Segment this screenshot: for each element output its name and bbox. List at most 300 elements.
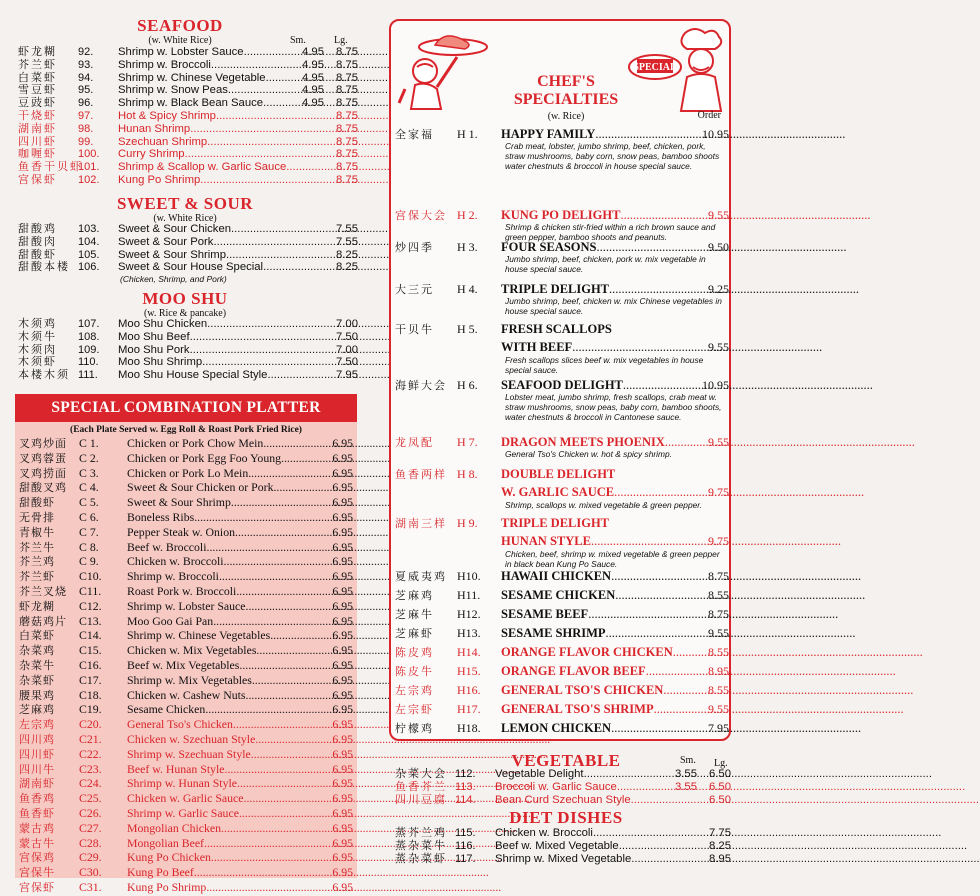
- chinese-name: 本楼木须: [18, 369, 70, 382]
- item-number: 100.: [78, 148, 100, 161]
- chinese-name: 甜酸虾: [19, 497, 55, 510]
- chinese-name: 叉鸡捞面: [19, 467, 67, 480]
- item-name-text: W. GARLIC SAUCE: [501, 485, 615, 499]
- chinese-name: 四川鸡: [19, 733, 55, 746]
- chinese-name: 四川虾: [19, 748, 55, 761]
- item-name: [118, 344, 290, 357]
- item-name-text: FRESH SCALLOPS: [501, 322, 612, 336]
- chinese-name: 青椒牛: [19, 526, 55, 539]
- item-name: [495, 768, 663, 781]
- chinese-name: 白菜虾: [18, 71, 57, 84]
- item-number: 103.: [78, 223, 100, 235]
- price-small: 4.95: [302, 97, 324, 110]
- price-large: 8.75: [336, 122, 358, 135]
- item-name: [118, 84, 290, 97]
- chinese-name: 宫保虾: [18, 173, 57, 186]
- item-name: [118, 356, 290, 369]
- item-name: [501, 534, 695, 549]
- item-name-text: Sweet & Sour Shrimp: [127, 495, 231, 510]
- item-price: 9.55: [708, 702, 729, 716]
- menu-item-row: [18, 356, 358, 369]
- price-large: 6.50: [709, 780, 731, 793]
- item-name-text: Chicken or Pork Egg Foo Young: [127, 450, 282, 465]
- item-name-text: HAPPY FAMILY: [501, 127, 596, 141]
- item-name-text: Sweet & Sour Pork: [118, 235, 214, 248]
- item-price: 9.50: [708, 240, 729, 254]
- item-name: [127, 452, 319, 466]
- item-name-text: Moo Shu Shrimp: [118, 356, 203, 369]
- item-name: [118, 97, 290, 110]
- platter-item-row: [15, 851, 357, 866]
- menu-item-row: [18, 318, 358, 331]
- item-price: 6.95: [332, 539, 353, 554]
- item-number: H14.: [457, 645, 481, 659]
- item-name: [495, 853, 663, 866]
- item-name: [127, 496, 319, 510]
- item-name-text: ORANGE FLAVOR BEEF: [501, 664, 646, 678]
- item-name-text: Sweet & Sour House Special: [118, 261, 264, 274]
- price-large: 8.25: [709, 839, 731, 852]
- item-number: C25.: [79, 791, 102, 806]
- item-name-text: Kung Po Beef: [127, 865, 194, 880]
- item-name: [127, 763, 319, 777]
- item-name: [127, 822, 319, 836]
- seafood-size-small: Sm.: [290, 35, 306, 46]
- item-name-text: Hunan Shrimp: [118, 122, 191, 135]
- item-price: 8.55: [708, 588, 729, 602]
- item-price: 6.95: [332, 731, 353, 746]
- item-number: 98.: [78, 122, 94, 135]
- item-number: C18.: [79, 687, 102, 702]
- chinese-name: 木须鸡: [18, 318, 57, 330]
- item-name-text: Chicken w. Broccoli: [127, 554, 224, 569]
- item-price: 6.95: [332, 524, 353, 539]
- item-name-text: Shrimp w. Mix Vegetables: [127, 672, 252, 687]
- platter-item-row: [15, 511, 357, 526]
- item-price: 6.95: [332, 791, 353, 806]
- item-price: 7.95: [708, 721, 729, 735]
- platter-item-row: [15, 777, 357, 792]
- specialty-row: [395, 281, 729, 297]
- chinese-name: 木须牛: [18, 330, 57, 343]
- item-description: Shrimp & chicken stir-fried within a rich brown sauce and green pepper, bamboo shoots and peanuts.: [505, 222, 716, 242]
- chinese-name: 鱼香两样: [395, 469, 447, 481]
- platter-item-row: [15, 570, 357, 585]
- price-large: 6.50: [709, 768, 731, 780]
- item-number: 105.: [78, 248, 100, 261]
- sweet-sour-subtitle: (w. White Rice): [153, 213, 217, 224]
- item-description: Fresh scallops slices beef w. mix vegetables in house special sauce.: [505, 355, 704, 375]
- item-name-text: FOUR SEASONS: [501, 240, 597, 254]
- item-name-text: Moo Shu Beef: [118, 330, 190, 343]
- item-name-text: TRIPLE DELIGHT: [501, 516, 610, 530]
- item-name: [127, 733, 319, 747]
- platter-item-row: [15, 629, 357, 644]
- item-name: [501, 240, 695, 255]
- chinese-name: 甜酸鸡: [18, 223, 57, 235]
- chinese-name: 叉鸡炒面: [19, 438, 67, 450]
- item-name-text: Roast Pork w. Broccoli: [127, 583, 237, 598]
- item-name-text: Moo Goo Gai Pan: [127, 613, 214, 628]
- menu-item-row: [18, 148, 358, 161]
- item-number: 97.: [78, 109, 94, 122]
- sweet-sour-header: [0, 195, 370, 224]
- item-number: H 1.: [457, 127, 478, 141]
- item-number: C21.: [79, 731, 102, 746]
- chef-illustration: [615, 27, 729, 117]
- item-name: [118, 59, 290, 72]
- item-name: [501, 127, 695, 142]
- item-price: 6.95: [332, 820, 353, 835]
- item-number: H16.: [457, 683, 481, 697]
- platter-item-row: [15, 807, 357, 822]
- specialty-row: [395, 466, 729, 482]
- item-name: [127, 689, 319, 703]
- chinese-name: 四川豆腐: [395, 793, 447, 806]
- chinese-name: 木须虾: [18, 356, 57, 369]
- item-name: [501, 683, 695, 698]
- price-small: 4.95: [302, 71, 324, 84]
- item-name: [127, 837, 319, 851]
- item-number: C17.: [79, 672, 102, 687]
- item-name: [127, 615, 319, 629]
- item-number: 110.: [78, 356, 99, 369]
- item-number: C30.: [79, 865, 102, 880]
- platter-item-row: [15, 555, 357, 570]
- chinese-name: 湖南虾: [18, 122, 57, 135]
- chinese-name: 干贝牛: [395, 324, 434, 336]
- chinese-name: 杂菜鸡: [19, 645, 55, 658]
- platter-list: [15, 437, 357, 896]
- item-price: 6.95: [332, 746, 353, 761]
- price-large: 6.50: [709, 793, 731, 806]
- chinese-name: 芥兰鸡: [19, 556, 55, 569]
- specialty-row: [395, 126, 729, 142]
- item-number: 104.: [78, 235, 100, 248]
- item-number: 117.: [455, 852, 476, 865]
- item-number: C19.: [79, 702, 102, 717]
- item-price: 9.75: [708, 485, 729, 499]
- chinese-name: 无骨排: [19, 511, 55, 524]
- item-number: C31.: [79, 879, 102, 894]
- specialty-row: [395, 568, 729, 584]
- price-large: 8.75: [336, 135, 358, 148]
- item-number: 95.: [78, 84, 94, 97]
- specialty-row: [395, 606, 729, 622]
- item-price: 6.95: [332, 480, 353, 495]
- item-price: 6.95: [332, 702, 353, 717]
- platter-item-row: [15, 437, 357, 452]
- item-number: 115.: [455, 827, 476, 839]
- chefs-specialties-title: [501, 73, 631, 109]
- chef-subtitle: (w. Rice): [547, 111, 585, 122]
- item-name: [118, 223, 290, 236]
- item-description: Chicken, beef, shrimp w. mixed vegetable & green pepper in black bean Kung Po Sauce.: [505, 549, 720, 569]
- item-price: 10.95: [702, 127, 729, 141]
- item-name: [127, 585, 319, 599]
- item-number: 116.: [455, 839, 476, 852]
- item-number: 96.: [78, 97, 94, 110]
- item-number: C24.: [79, 776, 102, 791]
- item-number: 112.: [455, 768, 476, 780]
- item-number: C11.: [79, 583, 102, 598]
- special-sign-text: SPECIAL: [633, 62, 677, 73]
- chinese-name: 虾龙糊: [19, 600, 55, 613]
- sweet-sour-title: SWEET & SOUR: [116, 194, 254, 213]
- item-name: [501, 721, 695, 736]
- chinese-name: 蘑菇鸡片: [19, 615, 67, 628]
- chinese-name: 宫保大会: [395, 210, 447, 222]
- item-price: 6.95: [332, 687, 353, 702]
- platter-item-row: [15, 674, 357, 689]
- item-price: 9.55: [708, 208, 729, 222]
- item-name: [501, 435, 695, 450]
- item-description: Lobster meat, jumbo shrimp, fresh scallops, crab meat w. straw mushrooms, snow peas, baby corn, bamboo shoots, water chestnuts & broccoli in Cantonese sauce.: [505, 392, 722, 422]
- item-number: C28.: [79, 835, 102, 850]
- item-name: [501, 607, 695, 622]
- price-large: 7.00: [336, 318, 358, 330]
- specialty-row: [395, 587, 729, 603]
- item-name-text: KUNG PO DELIGHT: [501, 208, 621, 222]
- specialty-row: [395, 434, 729, 450]
- chinese-name: 左宗鸡: [395, 685, 434, 697]
- item-name-text: GENERAL TSO'S CHICKEN: [501, 683, 664, 697]
- chinese-name: 龙凤配: [395, 437, 434, 449]
- item-number: C13.: [79, 613, 102, 628]
- chinese-name: 芝麻鸡: [395, 590, 434, 602]
- item-name: [501, 485, 695, 500]
- diet-list: [395, 827, 731, 865]
- item-number: C26.: [79, 805, 102, 820]
- item-number: 108.: [78, 330, 100, 343]
- item-name: [118, 110, 290, 123]
- item-name-text: Shrimp w. Chinese Vegetables: [127, 628, 271, 643]
- chinese-name: 甜酸虾: [18, 248, 57, 261]
- item-number: H 3.: [457, 240, 478, 254]
- seafood-size-large: Lg.: [334, 35, 348, 46]
- item-number: H17.: [457, 702, 481, 716]
- menu-item-row: [18, 369, 358, 382]
- item-name: [501, 516, 729, 531]
- platter-item-row: [15, 703, 357, 718]
- menu-item-row: [18, 249, 358, 262]
- item-number: 109.: [78, 343, 100, 356]
- chinese-name: 鱼香鸡: [19, 793, 55, 806]
- item-price: 6.95: [332, 613, 353, 628]
- item-name: [501, 378, 695, 393]
- platter-item-row: [15, 659, 357, 674]
- platter-item-row: [15, 496, 357, 511]
- item-name: [127, 748, 319, 762]
- chefs-specialties-panel: [389, 19, 731, 741]
- item-price: 6.95: [332, 865, 353, 880]
- chinese-name: 豆豉虾: [18, 97, 57, 110]
- price-large: 8.95: [709, 852, 731, 865]
- price-large: 8.75: [336, 46, 358, 58]
- item-name-text: SESAME SHRIMP: [501, 626, 606, 640]
- item-number: C 5.: [79, 495, 99, 510]
- diet-title: DIET DISHES: [509, 808, 623, 827]
- item-name-text: Moo Shu Pork: [118, 343, 190, 356]
- item-number: H 6.: [457, 378, 478, 392]
- chinese-name: 蒙古鸡: [19, 822, 55, 835]
- item-name: [501, 588, 695, 603]
- item-price: 8.55: [708, 683, 729, 697]
- chinese-name: 芥兰虾: [18, 58, 57, 71]
- item-name: [127, 541, 319, 555]
- chinese-name: 干烧虾: [18, 109, 57, 122]
- item-name: [495, 794, 663, 807]
- chinese-name: 湖南虾: [19, 778, 55, 791]
- item-name: [501, 626, 695, 641]
- item-number: 111.: [78, 369, 98, 382]
- item-name: [127, 851, 319, 865]
- item-name: [501, 208, 695, 223]
- platter-item-row: [15, 881, 357, 896]
- vegetable-size-small: Sm.: [680, 755, 696, 766]
- item-name-text: DOUBLE DELIGHT: [501, 467, 616, 481]
- platter-item-row: [15, 644, 357, 659]
- item-name: [127, 777, 319, 791]
- menu-item-row: [18, 174, 358, 187]
- item-number: C29.: [79, 850, 102, 865]
- chinese-name: 甜酸叉鸡: [19, 482, 67, 495]
- item-price: 6.95: [332, 672, 353, 687]
- item-number: C14.: [79, 628, 102, 643]
- platter-subtitle: (Each Plate Served w. Egg Roll & Roast Pork Fried Rice): [70, 425, 302, 435]
- item-number: 99.: [78, 135, 94, 148]
- price-large: 8.75: [336, 148, 358, 161]
- chinese-name: 芥兰虾: [19, 571, 55, 584]
- specialty-row: [395, 720, 729, 736]
- price-large: 8.25: [336, 248, 358, 261]
- item-number: 93.: [78, 58, 94, 71]
- item-name: [127, 659, 319, 673]
- specialty-row-line2: [501, 534, 729, 549]
- price-large: 8.25: [336, 261, 358, 274]
- price-large: 8.75: [336, 97, 358, 110]
- item-price: 6.95: [332, 509, 353, 524]
- item-price: 8.95: [708, 664, 729, 678]
- chinese-name: 木须肉: [18, 343, 57, 356]
- chinese-name: 夏威夷鸡: [395, 571, 447, 583]
- item-name-text: Mongolian Beef: [127, 835, 204, 850]
- item-name: [501, 467, 729, 482]
- specialty-row: [395, 682, 729, 698]
- moo-shu-subtitle: (w. Rice & pancake): [143, 308, 227, 319]
- price-large: 8.75: [336, 109, 358, 122]
- item-name-text: HUNAN STYLE: [501, 534, 591, 548]
- item-price: 6.95: [332, 628, 353, 643]
- item-number: 113.: [455, 780, 476, 793]
- menu-item-row: [18, 236, 358, 249]
- menu-item-row: [18, 331, 358, 344]
- moo-shu-title: MOO SHU: [142, 289, 228, 308]
- item-name: [118, 318, 290, 331]
- item-price: 9.55: [708, 340, 729, 354]
- item-number: C23.: [79, 761, 102, 776]
- platter-item-row: [15, 748, 357, 763]
- item-price: 6.95: [332, 583, 353, 598]
- item-name: [127, 881, 319, 895]
- item-number: 101.: [78, 161, 100, 174]
- item-name-text: Chicken or Pork Lo Mein: [127, 465, 249, 480]
- item-number: H10.: [457, 569, 481, 583]
- item-name-text: Chicken w. Cashew Nuts: [127, 687, 246, 702]
- price-large: 8.75: [336, 58, 358, 71]
- chinese-name: 左宗鸡: [19, 719, 55, 732]
- chinese-name: 芝麻鸡: [19, 704, 55, 717]
- item-name-text: TRIPLE DELIGHT: [501, 282, 610, 296]
- item-name: [495, 781, 663, 794]
- item-name-text: Moo Shu House Special Style: [118, 369, 268, 382]
- item-price: 6.95: [332, 436, 353, 450]
- price-large: 7.55: [336, 223, 358, 235]
- item-name: [118, 72, 290, 85]
- item-name-text: LEMON CHICKEN: [501, 721, 612, 735]
- price-large: 8.75: [336, 71, 358, 84]
- menu-item-row: [18, 84, 358, 97]
- platter-item-row: [15, 585, 357, 600]
- item-description: General Tso's Chicken w. hot & spicy shrimp.: [505, 449, 672, 459]
- item-description: Jumbo shrimp, beef, chicken w. mix Chinese vegetables in house special sauce.: [505, 296, 722, 316]
- item-number: C15.: [79, 643, 102, 658]
- price-large: 7.55: [336, 235, 358, 248]
- item-name-text: Broccoli w. Garlic Sauce: [495, 780, 617, 793]
- chinese-name: 鱼香芥兰: [395, 780, 447, 793]
- item-name-text: Chicken w. Broccoli: [495, 827, 593, 839]
- chinese-name: 蒸芥兰鸡: [395, 827, 447, 839]
- item-name-text: Pepper Steak w. Onion: [127, 524, 236, 539]
- item-number: H 7.: [457, 435, 478, 449]
- item-price: 6.95: [332, 465, 353, 480]
- menu-item-row: [18, 97, 358, 110]
- item-number: 92.: [78, 46, 94, 58]
- item-name: [127, 437, 319, 451]
- item-price: 6.95: [332, 657, 353, 672]
- chinese-name: 鱼香虾: [19, 807, 55, 820]
- platter-item-row: [15, 866, 357, 881]
- menu-item-row: [18, 261, 358, 274]
- item-name: [127, 674, 319, 688]
- platter-item-row: [15, 733, 357, 748]
- item-name: [501, 340, 695, 355]
- chinese-name: 蒸杂菜牛: [395, 839, 447, 852]
- price-large: 8.75: [336, 84, 358, 97]
- item-price: 6.95: [332, 805, 353, 820]
- item-name: [501, 282, 695, 297]
- chinese-name: 陈皮鸡: [395, 647, 434, 659]
- menu-item-row: [18, 344, 358, 357]
- chinese-name: 杂菜大会: [395, 768, 447, 780]
- chinese-name: 杂菜牛: [19, 659, 55, 672]
- item-number: 94.: [78, 71, 94, 84]
- specialty-row: [395, 239, 729, 255]
- item-name: [118, 174, 290, 187]
- item-price: 9.25: [708, 282, 729, 296]
- item-price: 6.95: [332, 717, 353, 732]
- item-name: [495, 840, 663, 853]
- waiter-illustration: [395, 27, 505, 113]
- item-name-text: Shrimp w. Garlic Sauce: [127, 805, 239, 820]
- seafood-title: SEAFOOD: [137, 16, 223, 35]
- item-name-text: HAWAII CHICKEN: [501, 569, 612, 583]
- chef-title-line1: CHEF'S: [537, 73, 595, 90]
- item-name-text: Vegetable Delight: [495, 768, 584, 780]
- item-number: H 4.: [457, 282, 478, 296]
- combination-platter-panel: [15, 394, 357, 894]
- chinese-name: 宫保鸡: [19, 852, 55, 865]
